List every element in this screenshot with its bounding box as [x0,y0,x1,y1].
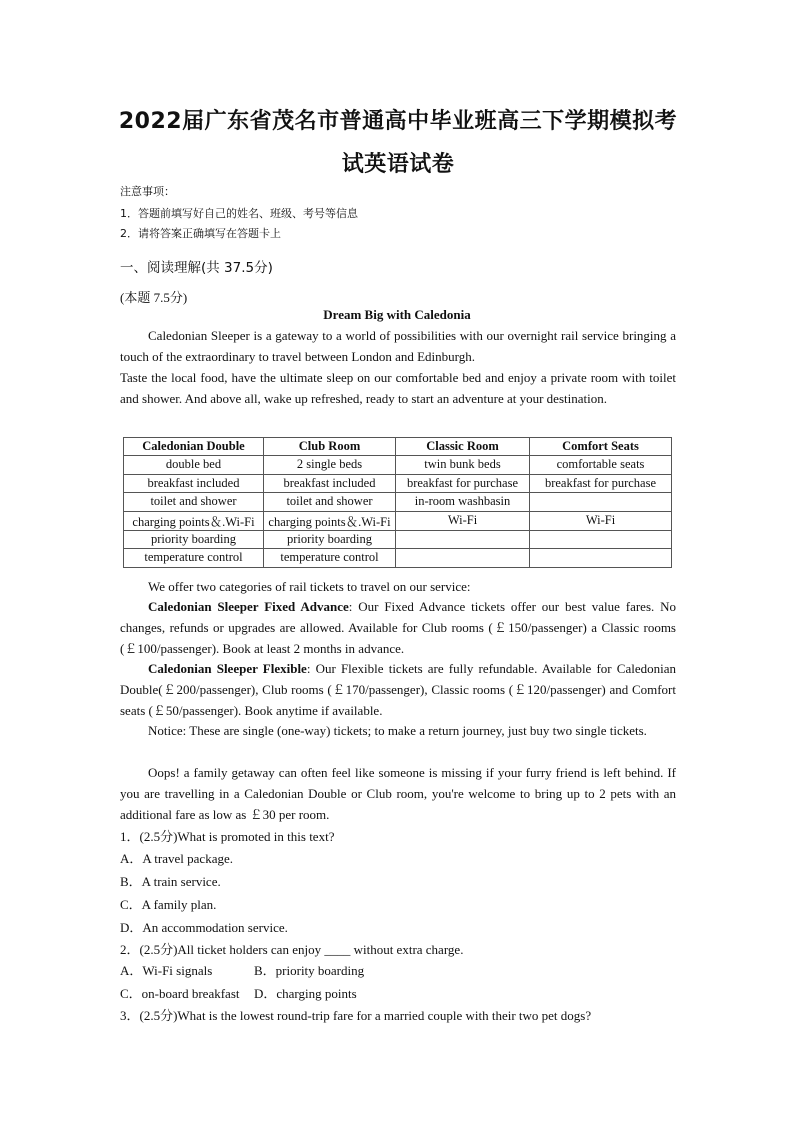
passage-paragraph-4 [120,596,676,659]
table-cell: priority boarding [124,530,264,549]
passage-paragraph-2: Taste the local food, have the ultimate sleep on our comfortable bed and enjoy a private room with toilet and shower. And above all, wake up refreshed, ready to start an adventure at your destination. [120,370,676,406]
notes-item-2: 2．请将答案正确填写在答题卡上 [120,227,281,240]
table-row [124,549,672,568]
table-cell [530,549,672,568]
question-1-option-d: D．An accommodation service. [120,920,288,935]
passage-paragraph-5 [120,658,676,721]
notes-item-1: 1．答题前填写好自己的姓名、班级、考号等信息 [120,207,358,220]
table-cell: charging points＆.Wi-Fi [124,511,264,530]
passage-paragraph-1: Caledonian Sleeper is a gateway to a world of possibilities with our overnight rail service bringing a touch of the extraordinary to travel between London and Edinburgh. [120,328,676,364]
question-2: 2．(2.5分)All ticket holders can enjoy ____ without extra charge. [120,942,464,957]
table-row [124,474,672,493]
table-cell [396,530,530,549]
table-header-row [124,438,672,456]
flexible-text: : Our Flexible tickets are fully refundable. Available for Caledonian Double(￡200/passenger), Club rooms (￡170/passenger), Classic rooms (￡120/passenger) and Comfort seats (￡50/passenger). Book anytime if available. [120,661,676,718]
notes-heading: 注意事项： [120,185,175,198]
table-cell: toilet and shower [264,493,396,512]
table-row [124,456,672,475]
table-cell: toilet and shower [124,493,264,512]
exam-title-line1: 2022届广东省茂名市普通高中毕业班高三下学期模拟考 [118,109,678,134]
table-cell [530,530,672,549]
table-cell: 2 single beds [264,456,396,475]
table-cell: in-room washbasin [396,493,530,512]
table-cell: double bed [124,456,264,475]
room-comparison-table [123,437,672,568]
table-cell: Wi-Fi [396,511,530,530]
table-cell: breakfast included [124,474,264,493]
section-score: (本题 7.5分) [120,290,188,305]
question-2-option-d: D．charging points [254,986,357,1001]
table-row [124,493,672,512]
table-cell [396,549,530,568]
question-1-option-b: B．A train service. [120,874,221,889]
question-2-option-a: A．Wi-Fi signals [120,963,213,978]
table-cell [530,493,672,512]
table-row [124,530,672,549]
question-1-option-a: A．A travel package. [120,851,233,866]
fixed-advance-label: Caledonian Sleeper Fixed Advance [148,599,349,614]
passage-title: Dream Big with Caledonia [323,307,471,322]
table-cell: temperature control [264,549,396,568]
passage-paragraph-6: Notice: These are single (one-way) tickets; to make a return journey, just buy two single tickets. [148,723,647,738]
table-header-cell: Caledonian Double [124,438,264,456]
flexible-label: Caledonian Sleeper Flexible [148,661,307,676]
question-2-option-b: B．priority boarding [254,963,365,978]
passage-paragraph-3: We offer two categories of rail tickets to travel on our service: [148,579,471,594]
exam-title-line2: 试英语试卷 [341,152,455,177]
table-cell: breakfast for purchase [396,474,530,493]
question-1-option-c: C．A family plan. [120,897,217,912]
table-cell: comfortable seats [530,456,672,475]
table-header-cell: Comfort Seats [530,438,672,456]
table-cell: priority boarding [264,530,396,549]
question-2-option-c: C．on-board breakfast [120,986,240,1001]
question-3: 3．(2.5分)What is the lowest round-trip fare for a married couple with their two pet dogs? [120,1008,592,1023]
fixed-advance-text: : Our Fixed Advance tickets offer our best value fares. No changes, refunds or upgrades are allowed. Available for Club rooms (￡150/passenger) a Classic rooms (￡100/passenger). Book at least 2 months in advance. [120,599,676,656]
table-cell: Wi-Fi [530,511,672,530]
table-row [124,511,672,530]
table-cell: twin bunk beds [396,456,530,475]
table-cell: charging points＆.Wi-Fi [264,511,396,530]
table-cell: breakfast included [264,474,396,493]
passage-paragraph-7: Oops! a family getaway can often feel like someone is missing if your furry friend is left behind. If you are travelling in a Caledonian Double or Club room, you're welcome to bring up to 2 pets with an additional fare as low as ￡30 per room. [120,765,676,822]
section-heading: 一、阅读理解(共 37.5分) [120,260,273,276]
table-cell: temperature control [124,549,264,568]
table-cell: breakfast for purchase [530,474,672,493]
table-header-cell: Club Room [264,438,396,456]
table-header-cell: Classic Room [396,438,530,456]
question-1: 1．(2.5分)What is promoted in this text? [120,829,335,844]
